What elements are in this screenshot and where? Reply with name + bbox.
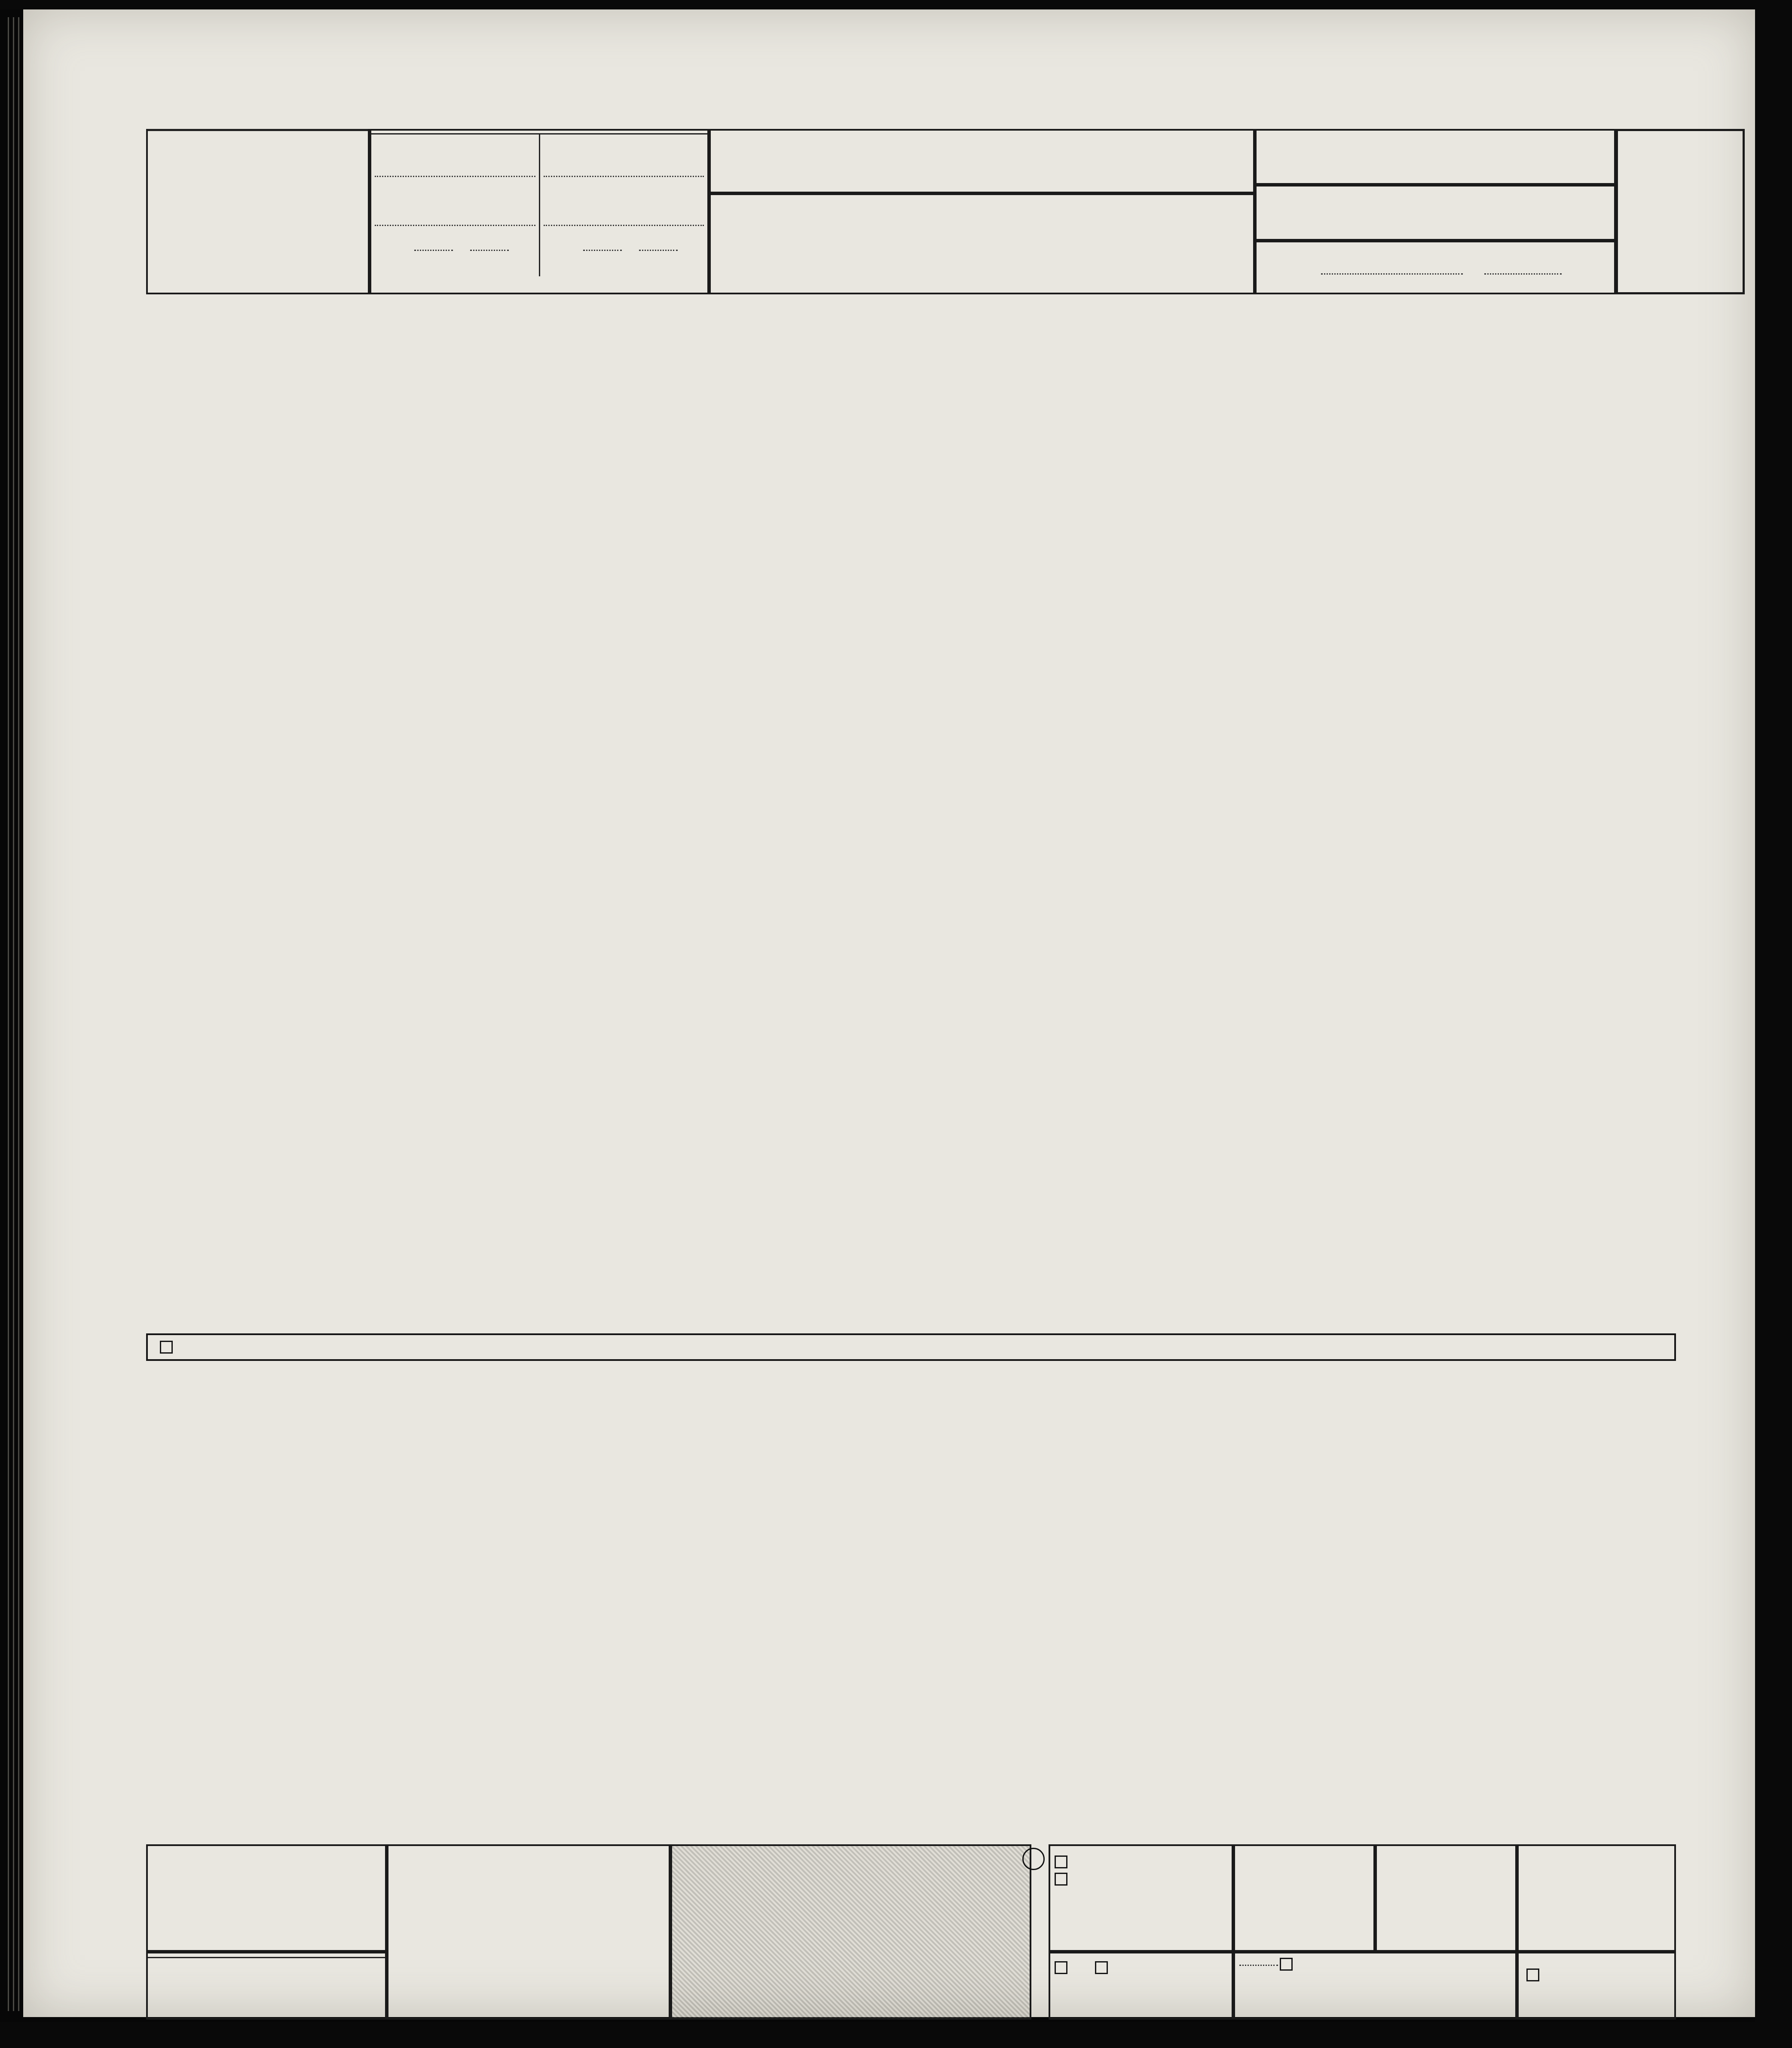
paper-sheet	[23, 9, 1755, 2017]
item38-none-checkbox[interactable]	[1526, 1969, 1539, 1981]
sheet-number-box	[1616, 129, 1745, 294]
title-block	[709, 193, 1255, 294]
date-started-label	[1257, 131, 1614, 132]
item35a-box	[1233, 1844, 1375, 1952]
hotel-lineno-from[interactable]	[414, 250, 453, 251]
checked-by-box	[1255, 241, 1616, 294]
confidential-text	[721, 131, 731, 192]
item36-box	[1049, 1952, 1233, 2020]
page-stack-line	[18, 17, 19, 2011]
confidential-label	[711, 131, 721, 192]
continued-bar	[146, 1333, 1676, 1361]
hotel-name-field-2[interactable]	[544, 176, 704, 177]
hotel-type-label-2	[540, 179, 545, 181]
checked-on-field[interactable]	[1484, 273, 1562, 275]
item35c-box	[1517, 1844, 1676, 1952]
hotel-lineno-to-2[interactable]	[639, 250, 678, 251]
cont-line-number	[1022, 1848, 1045, 1870]
hotel-box	[370, 129, 709, 294]
item34-yes-checkbox[interactable]	[1055, 1855, 1067, 1868]
hotel-lineno-to[interactable]	[470, 250, 509, 251]
page-stack-line	[8, 17, 9, 2011]
hotel-name-field[interactable]	[375, 176, 535, 177]
scan-edge-right	[1755, 0, 1792, 2048]
scan-edge-bottom	[0, 2022, 1792, 2048]
hotel-type-field[interactable]	[375, 225, 535, 226]
item36-no-checkbox[interactable]	[1095, 1961, 1108, 1974]
page-stack-line	[13, 17, 14, 2011]
date-started-box	[1255, 129, 1616, 185]
ed-number-label	[148, 130, 368, 132]
family-head-definition-box	[670, 1844, 1031, 2020]
enumerator-box	[1255, 185, 1616, 241]
item34-no-checkbox[interactable]	[1055, 1873, 1067, 1886]
hotel-lineno-from-2[interactable]	[583, 250, 622, 251]
scan-edge-top	[0, 0, 1792, 9]
item35b-box	[1375, 1844, 1517, 1952]
household-continued-checkbox[interactable]	[160, 1341, 173, 1354]
sheet-number-value	[1618, 148, 1742, 161]
special-cases-box	[146, 1844, 387, 1952]
continuation-marker	[1021, 1848, 1046, 1872]
checked-by-label	[1257, 242, 1614, 244]
hotel-name-label-2	[540, 134, 708, 136]
grade-codes-box	[387, 1844, 670, 2020]
item37-less-checkbox[interactable]	[1280, 1958, 1293, 1971]
enumerator-label	[1257, 186, 1614, 188]
item34-box	[1049, 1844, 1233, 1952]
item36-yes-checkbox[interactable]	[1055, 1961, 1067, 1974]
confidential-box	[709, 129, 1255, 193]
checked-by-field[interactable]	[1321, 273, 1463, 275]
hotel-type-field-2[interactable]	[544, 225, 704, 226]
hotel-label	[371, 131, 707, 134]
district-office-box	[146, 1952, 387, 2020]
hotel-name-label	[371, 134, 539, 136]
hotel-type-label	[371, 179, 376, 181]
item38-box	[1517, 1952, 1676, 2020]
geo-id-box	[146, 129, 370, 294]
sheet-number-label	[1618, 131, 1743, 137]
district-office-title	[148, 1953, 385, 1958]
item37-box	[1233, 1952, 1517, 2020]
